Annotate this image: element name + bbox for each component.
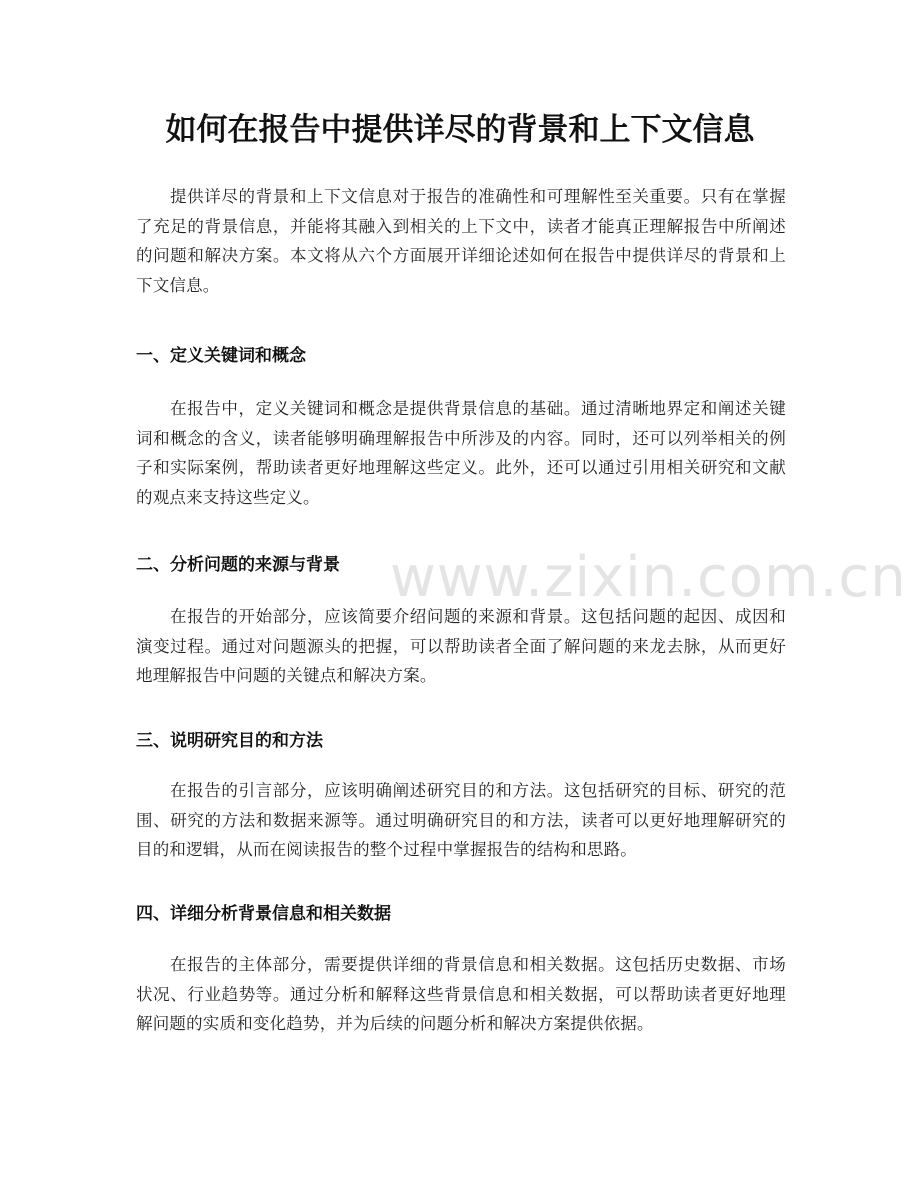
intro-paragraph: 提供详尽的背景和上下文信息对于报告的准确性和可理解性至关重要。只有在掌握了充足的背景信息，并能将其融入到相关的上下文中，读者才能真正理解报告中所阐述的问题和解决方案。本文将从六个方面展开详细论述如何在报告中提供详尽的背景和上下文信息。 — [136, 187, 786, 295]
section-body-1: 在报告中，定义关键词和概念是提供背景信息的基础。通过清晰地界定和阐述关键词和概念的含义，读者能够明确理解报告中所涉及的内容。同时，还可以列举相关的例子和实际案例，帮助读者更好地理解这些定义。此外，还可以通过引用相关研究和文献的观点来支持这些定义。 — [136, 399, 786, 507]
document-title: 如何在报告中提供详尽的背景和上下文信息 — [165, 112, 755, 148]
section-heading-2: 二、分析问题的来源与背景 — [136, 555, 340, 575]
section-heading-4: 四、详细分析背景信息和相关数据 — [136, 904, 391, 924]
section-body-3: 在报告的引言部分，应该明确阐述研究目的和方法。这包括研究的目标、研究的范围、研究的方法和数据来源等。通过明确研究目的和方法，读者可以更好地理解研究的目的和逻辑，从而在阅读报告的整个过程中掌握报告的结构和思路。 — [136, 781, 786, 859]
watermark: www.zixin.com.cn — [390, 545, 907, 610]
section-heading-3: 三、说明研究目的和方法 — [136, 731, 323, 751]
section-body-4: 在报告的主体部分，需要提供详细的背景信息和相关数据。这包括历史数据、市场状况、行业趋势等。通过分析和解释这些背景信息和相关数据，可以帮助读者更好地理解问题的实质和变化趋势，并为后续的问题分析和解决方案提供依据。 — [136, 955, 786, 1033]
section-body-2: 在报告的开始部分，应该简要介绍问题的来源和背景。这包括问题的起因、成因和演变过程。通过对问题源头的把握，可以帮助读者全面了解问题的来龙去脉，从而更好地理解报告中问题的关键点和解决方案。 — [136, 607, 786, 685]
section-heading-1: 一、定义关键词和概念 — [136, 346, 306, 366]
